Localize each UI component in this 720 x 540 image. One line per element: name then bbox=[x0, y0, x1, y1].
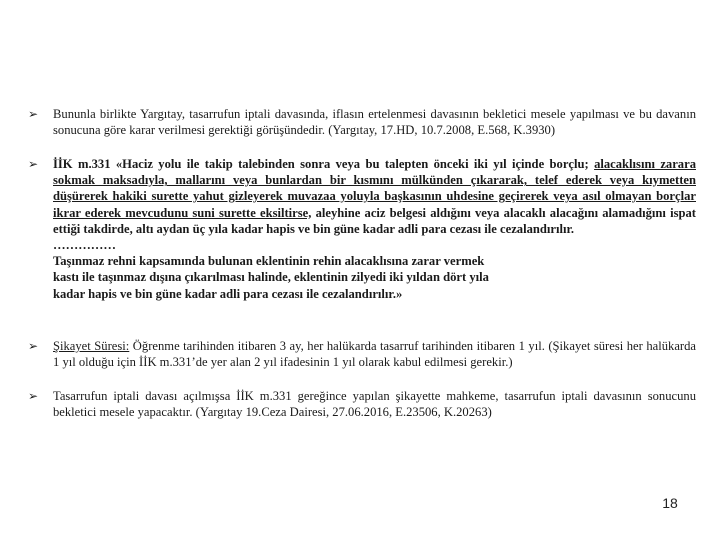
complaint-period-label: Şikayet Süresi: bbox=[53, 339, 130, 353]
article-line-1: Taşınmaz rehni kapsamında bulunan eklentinin rehin alacaklısına zarar vermek bbox=[53, 254, 485, 269]
article-331-rest: aleyhine aciz belgesi aldığını veya alacaklı alacağını alamadığını ispat ettiği takdirde, altı aydan üç yıla kadar hapis ve bin güne kadar adli para cezası ile cezalandırılır. bbox=[53, 205, 697, 236]
arrowhead-bullet-icon: ➢ bbox=[28, 107, 39, 121]
arrowhead-bullet-icon: ➢ bbox=[28, 339, 39, 353]
page-number: 18 bbox=[662, 495, 678, 511]
bullet-item-1 bbox=[28, 106, 696, 138]
bullet-item-4 bbox=[28, 388, 696, 420]
article-ellipsis: …………… bbox=[53, 238, 116, 253]
arrowhead-bullet-icon: ➢ bbox=[28, 389, 39, 403]
article-331-lead: İİK m.331 «Haciz yolu ile takip talebinden sonra veya bu talepten önceki iki yıl içinde borçlu; bbox=[53, 157, 595, 171]
bullet-text-4: Tasarrufun iptali davası açılmışsa İİK m.331 gereğince yapılan şikayette mahkeme, tasarrufun iptali davasının sonucunu bekletici mesele yapacaktır. (Yargıtay 19.Ceza Dairesi, 27.06.2016, E.23506, K.20263) bbox=[53, 389, 696, 420]
complaint-period-text: Öğrenme tarihinden itibaren 3 ay, her halükarda tasarruf tarihinden itibaren 1 yıl. (Şikayet süresi her halükarda 1 yıl olduğu için İİK m.331’de yer alan 2 yıl ifadesinin 1 yıl olarak kabul edilmesi gerekir.) bbox=[53, 339, 696, 370]
bullet-item-3 bbox=[28, 338, 696, 370]
article-331-underlined: alacaklısını zarara sokmak maksadıyla, mallarını veya bunlardan bir kısmını mülkünden çıkararak, telef ederek veya kıymetten düşürerek hakiki surette yahut gizleyerek muvazaa yoluyla başkasının uhdesine geçirerek veya asıl olmayan borçlar ikrar ederek mevcudunu suni surette eksiltirse, bbox=[53, 157, 696, 220]
bullet-text-1: Bununla birlikte Yargıtay, tasarrufun iptali davasında, iflasın ertelenmesi davasının bekletici mesele yapılması ve bu davanın sonucuna göre karar verilmesi gerektiği görüşündedir. (Yargıtay, 17.HD, 10.7.2008, E.568, K.3930) bbox=[53, 107, 696, 138]
article-line-3: kadar hapis ve bin güne kadar adli para cezası ile cezalandırılır.» bbox=[53, 286, 403, 301]
article-line-2: kastı ile taşınmaz dışına çıkarılması halinde, eklentinin zilyedi iki yıldan dört yıla bbox=[53, 270, 489, 285]
bullet-item-2 bbox=[28, 156, 696, 302]
bullet-text-2 bbox=[53, 156, 696, 302]
bullet-text-3 bbox=[53, 338, 696, 370]
arrowhead-bullet-icon: ➢ bbox=[28, 157, 39, 171]
